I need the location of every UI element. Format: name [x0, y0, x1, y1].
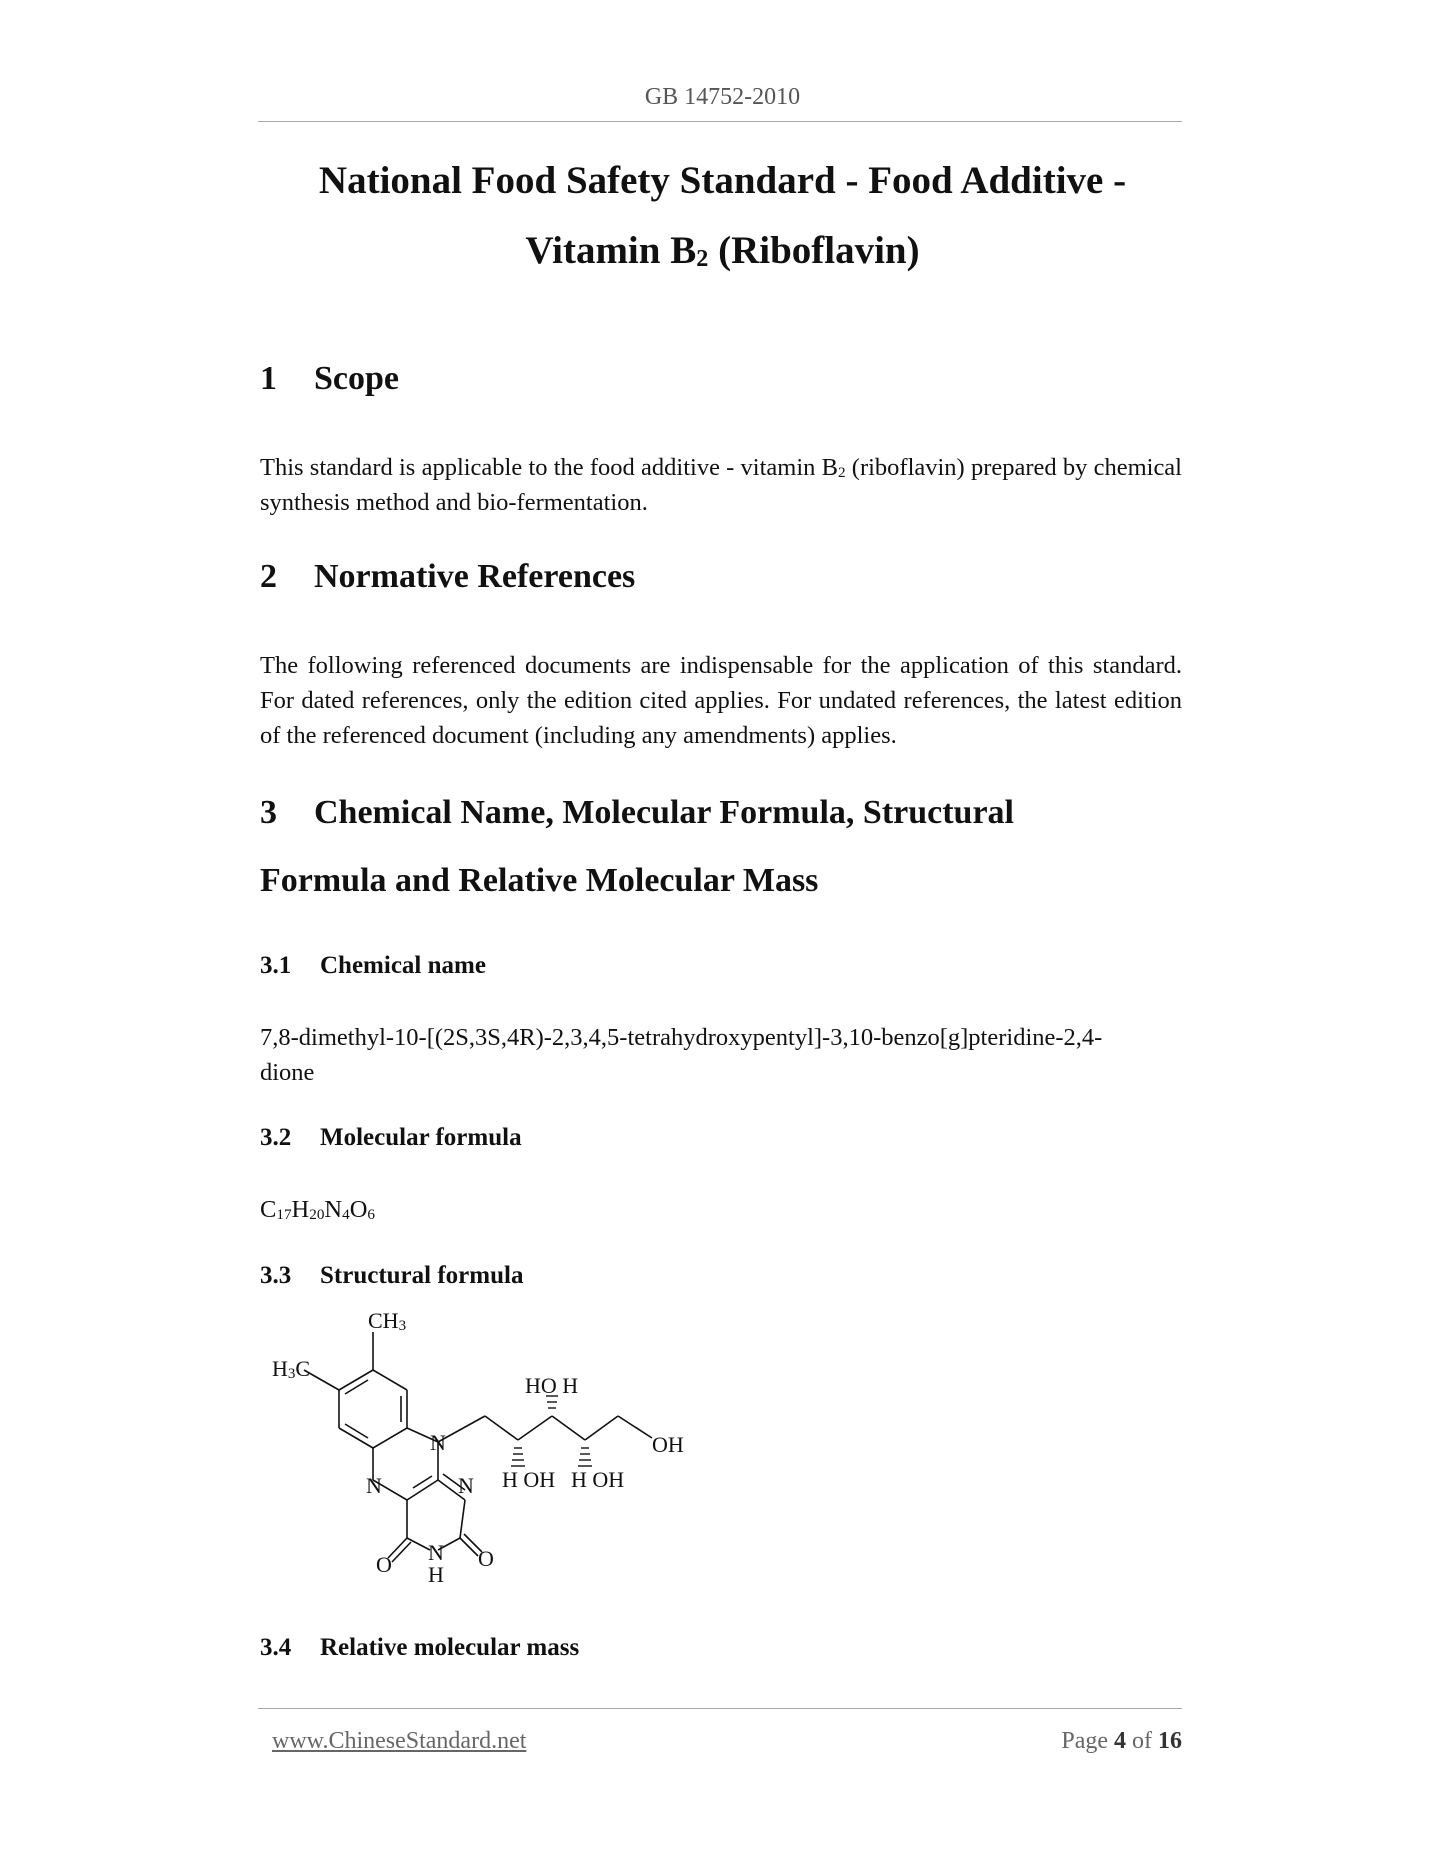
section-2-text: The following referenced documents are indispensable for the application of this standard. For dated references, only the edition cited applies. For undated references, the latest edition of the referenced document (including any amendments) applies.: [260, 652, 1182, 749]
subsection-3-3-heading: 3.3 Structural formula: [260, 1262, 524, 1289]
header-divider: [258, 121, 1182, 122]
nh-n-label: N: [428, 1540, 444, 1565]
chemical-name-line2: dione: [260, 1059, 315, 1086]
subsection-3-4-heading: 3.4 Relative molecular mass: [260, 1634, 580, 1661]
h-oh-label-1: H OH: [502, 1467, 556, 1492]
page-indicator: Page 4 of 16: [1061, 1728, 1182, 1754]
document-code-header: GB 14752-2010: [644, 84, 801, 110]
footer-divider: [258, 1708, 1182, 1709]
n10-label: N: [430, 1430, 446, 1455]
section-3-heading-line1: 3 Chemical Name, Molecular Formula, Structural: [260, 794, 1015, 831]
document-title-line2: Vitamin $B_2$ (Riboflavin): [525, 229, 920, 272]
n1-label: N: [458, 1473, 474, 1498]
o4-label: O: [376, 1552, 392, 1577]
oh-end-label: OH: [652, 1432, 684, 1457]
section-2-heading: 2 Normative References: [260, 558, 636, 595]
section-1-heading: 1 Scope: [260, 360, 399, 397]
riboflavin-structural-formula: [260, 1310, 700, 1590]
section-3-heading-line2: Formula and Relative Molecular Mass: [260, 862, 819, 899]
chemical-name-line1: 7,8-dimethyl-10-[(2S,3S,4R)-2,3,4,5-tetrahydroxypentyl]-3,10-benzo[g]pteridine-2,4-: [260, 1024, 1103, 1051]
website-link[interactable]: www.ChineseStandard.net: [272, 1728, 527, 1754]
document-title-line1: National Food Safety Standard - Food Additive -: [318, 159, 1127, 202]
ho-h-label: HO H: [525, 1373, 579, 1398]
h-oh-label-2: H OH: [571, 1467, 625, 1492]
stereo-hash-bonds: [511, 1396, 592, 1466]
subsection-3-1-heading: 3.1 Chemical name: [260, 952, 486, 979]
section-1-text: This standard is applicable to the food additive - vitamin $B_2$ (riboflavin) prepared by chemical synthesis method and bio-fermentation.: [260, 454, 1182, 516]
ch3-top-label: CH3: [368, 1310, 407, 1334]
n5-label: N: [366, 1473, 382, 1498]
o2-label: O: [478, 1546, 494, 1571]
molecular-formula: $C_{17}H_{20}N_4O_6$: [260, 1196, 376, 1223]
subsection-3-2-heading: 3.2 Molecular formula: [260, 1124, 522, 1151]
h3c-left-label: H3C: [272, 1356, 311, 1382]
structure-bonds: [304, 1332, 652, 1562]
nh-h-label: H: [428, 1562, 444, 1587]
